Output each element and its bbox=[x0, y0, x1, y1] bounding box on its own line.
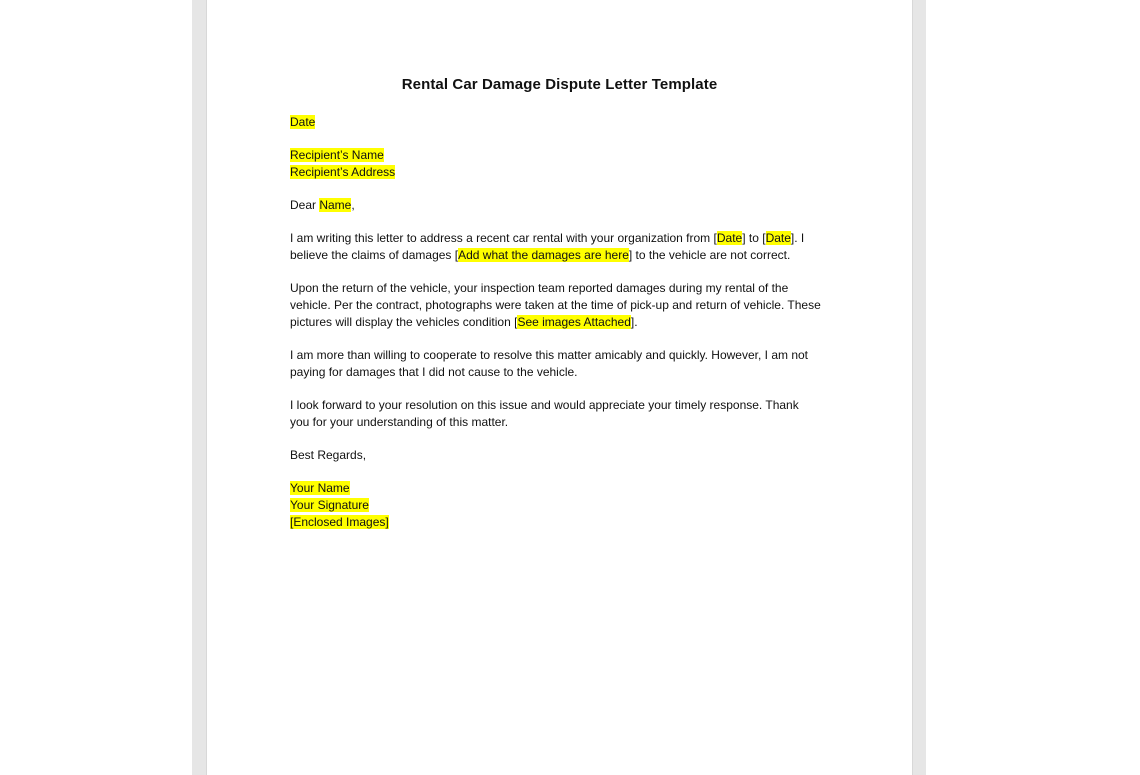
recipient-name-placeholder: Recipient’s Name bbox=[290, 148, 384, 162]
paragraph-4-line-2: you for your understanding of this matter. bbox=[290, 415, 509, 429]
paragraph-3-line-2: paying for damages that I did not cause to the vehicle. bbox=[290, 365, 578, 379]
closing-line: Best Regards, bbox=[290, 448, 367, 462]
enclosed-images-line bbox=[290, 514, 835, 531]
text-run: ]. bbox=[630, 315, 638, 329]
salutation-prefix: Dear bbox=[290, 198, 320, 212]
date-placeholder: Date bbox=[290, 115, 316, 129]
enclosed-images-placeholder: [Enclosed Images] bbox=[290, 515, 389, 529]
paragraph-1-line-2 bbox=[290, 247, 835, 264]
salutation-suffix: , bbox=[351, 198, 355, 212]
paragraph-4-line-1: I look forward to your resolution on this issue and would appreciate your timely response. Thank bbox=[290, 398, 799, 412]
damages-placeholder: Add what the damages are here bbox=[458, 248, 629, 262]
document-page bbox=[207, 0, 912, 775]
salutation-name-placeholder: Name bbox=[319, 198, 352, 212]
start-date-placeholder: Date bbox=[716, 231, 743, 245]
end-date-placeholder: Date bbox=[765, 231, 791, 245]
paragraph-1-line-1 bbox=[290, 230, 835, 247]
recipient-address-placeholder: Recipient’s Address bbox=[290, 165, 396, 179]
date-line bbox=[290, 114, 835, 131]
paragraph-2-line-1: Upon the return of the vehicle, your inspection team reported damages during my rental of the bbox=[290, 281, 789, 295]
paragraph-2-line-3 bbox=[290, 314, 835, 331]
document-title: Rental Car Damage Dispute Letter Template bbox=[401, 76, 718, 93]
images-placeholder: See images Attached bbox=[517, 315, 631, 329]
text-run: believe the claims of damages [ bbox=[290, 248, 459, 262]
text-run: I am writing this letter to address a recent car rental with your organization from [ bbox=[290, 231, 717, 245]
your-name-line bbox=[290, 480, 835, 497]
text-run: pictures will display the vehicles condition [ bbox=[290, 315, 518, 329]
recipient-address-line bbox=[290, 164, 835, 181]
your-signature-line bbox=[290, 497, 835, 514]
letter-body bbox=[290, 114, 835, 531]
salutation-line bbox=[290, 197, 835, 214]
paragraph-3-line-1: I am more than willing to cooperate to resolve this matter amicably and quickly. However, I am not bbox=[290, 348, 809, 362]
your-name-placeholder: Your Name bbox=[290, 481, 350, 495]
paragraph-2-line-2: vehicle. Per the contract, photographs were taken at the time of pick-up and return of vehicle. These bbox=[290, 298, 821, 312]
your-signature-placeholder: Your Signature bbox=[290, 498, 369, 512]
recipient-name-line bbox=[290, 147, 835, 164]
text-run: ] to [ bbox=[742, 231, 766, 245]
text-run: ] to the vehicle are not correct. bbox=[628, 248, 791, 262]
text-run: ]. I bbox=[790, 231, 805, 245]
